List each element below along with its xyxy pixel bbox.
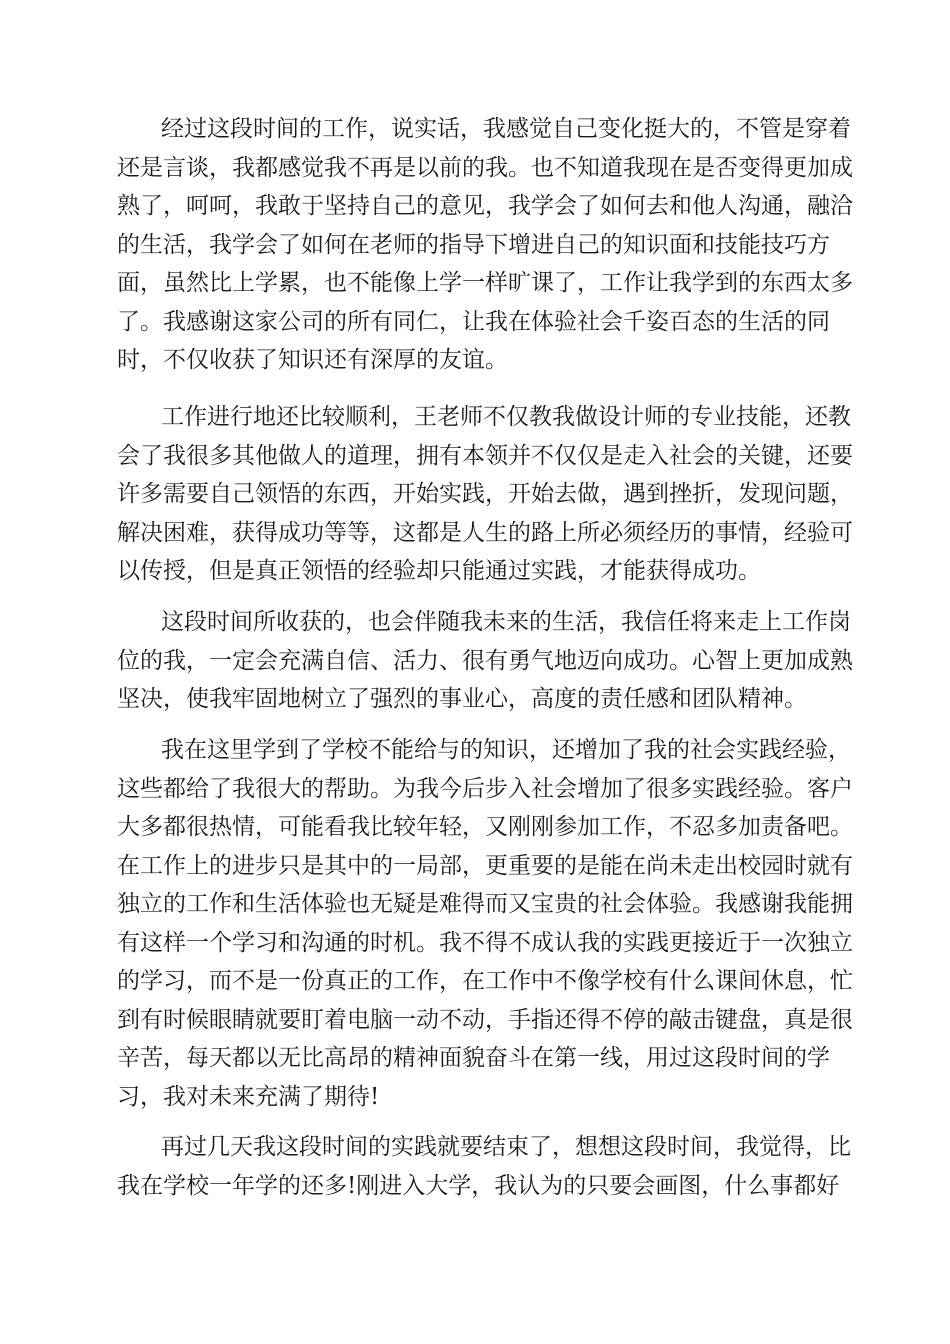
paragraph-line: 许多需要自己领悟的东西，开始实践，开始去做，遇到挫折，发现问题， [117, 481, 853, 507]
paragraph-line: 大多都很热情，可能看我比较年轻，又刚刚参加工作，不忍多加责备吧。 [117, 814, 853, 840]
paragraph-line: 习，我对未来充满了期待! [117, 1083, 380, 1110]
paragraph-line: 独立的工作和生活体验也无疑是难得而又宝贵的社会体验。我感谢我能拥 [117, 891, 853, 917]
paragraph-line: 在工作上的进步只是其中的一局部，更重要的是能在尚未走出校园时就有 [117, 852, 853, 879]
paragraph-line: 工作进行地还比较顺利，王老师不仅教我做设计师的专业技能，还教 [161, 404, 851, 430]
paragraph-line: 这些都给了我很大的帮助。为我今后步入社会增加了很多实践经验。客户 [117, 775, 853, 802]
paragraph-line: 辛苦，每天都以无比高昂的精神面貌奋斗在第一线，用过这段时间的学 [117, 1045, 830, 1071]
paragraph-line: 我在这里学到了学校不能给与的知识，还增加了我的社会实践经验， [161, 737, 851, 763]
paragraph-1 [117, 110, 853, 380]
paragraph-line: 还是言谈，我都感觉我不再是以前的我。也不知道我现在是否变得更加成 [117, 154, 853, 181]
paragraph-line: 这段时间所收获的，也会伴随我未来的生活，我信任将来走上工作岗 [161, 609, 851, 635]
paragraph-line: 再过几天我这段时间的实践就要结束了，想想这段时间，我觉得，比 [161, 1134, 851, 1160]
paragraph-line: 时，不仅收获了知识还有深厚的友谊。 [117, 347, 508, 373]
paragraph-line: 熟了，呵呵，我敢于坚持自己的意见，我学会了如何去和他人沟通，融洽 [117, 193, 853, 219]
paragraph-line: 坚决，使我牢固地树立了强烈的事业心，高度的责任感和团队精神。 [117, 686, 807, 712]
paragraph-line: 面，虽然比上学累，也不能像上学一样旷课了，工作让我学到的东西太多 [117, 270, 853, 296]
paragraph-line: 解决困难，获得成功等等，这都是人生的路上所必须经历的事情，经验可 [117, 519, 853, 546]
paragraph-line: 以传授，但是真正领悟的经验却只能通过实践，才能获得成功。 [117, 558, 761, 584]
paragraph-line: 我在学校一年学的还多!刚进入大学，我认为的只要会画图，什么事都好 [117, 1172, 840, 1199]
paragraph-2 [117, 398, 853, 591]
paragraph-4 [117, 731, 853, 1116]
paragraph-5 [117, 1128, 851, 1205]
paragraph-line: 的生活，我学会了如何在老师的指导下增进自己的知识面和技能技巧方 [117, 231, 830, 258]
paragraph-line: 有这样一个学习和沟通的时机。我不得不成认我的实践更接近于一次独立 [117, 929, 853, 956]
paragraph-line: 经过这段时间的工作，说实话，我感觉自己变化挺大的，不管是穿着 [161, 116, 851, 142]
paragraph-line: 位的我，一定会充满自信、活力、很有勇气地迈向成功。心智上更加成熟 [117, 647, 853, 674]
paragraph-line: 的学习，而不是一份真正的工作，在工作中不像学校有什么课间休息，忙 [117, 968, 853, 994]
paragraph-line: 了。我感谢这家公司的所有同仁，让我在体验社会千姿百态的生活的同 [117, 308, 830, 335]
paragraph-line: 会了我很多其他做人的道理，拥有本领并不仅仅是走入社会的关键，还要 [117, 442, 853, 469]
paragraph-3 [117, 603, 853, 719]
paragraph-line: 到有时候眼睛就要盯着电脑一动不动，手指还得不停的敲击键盘，真是很 [117, 1006, 853, 1033]
